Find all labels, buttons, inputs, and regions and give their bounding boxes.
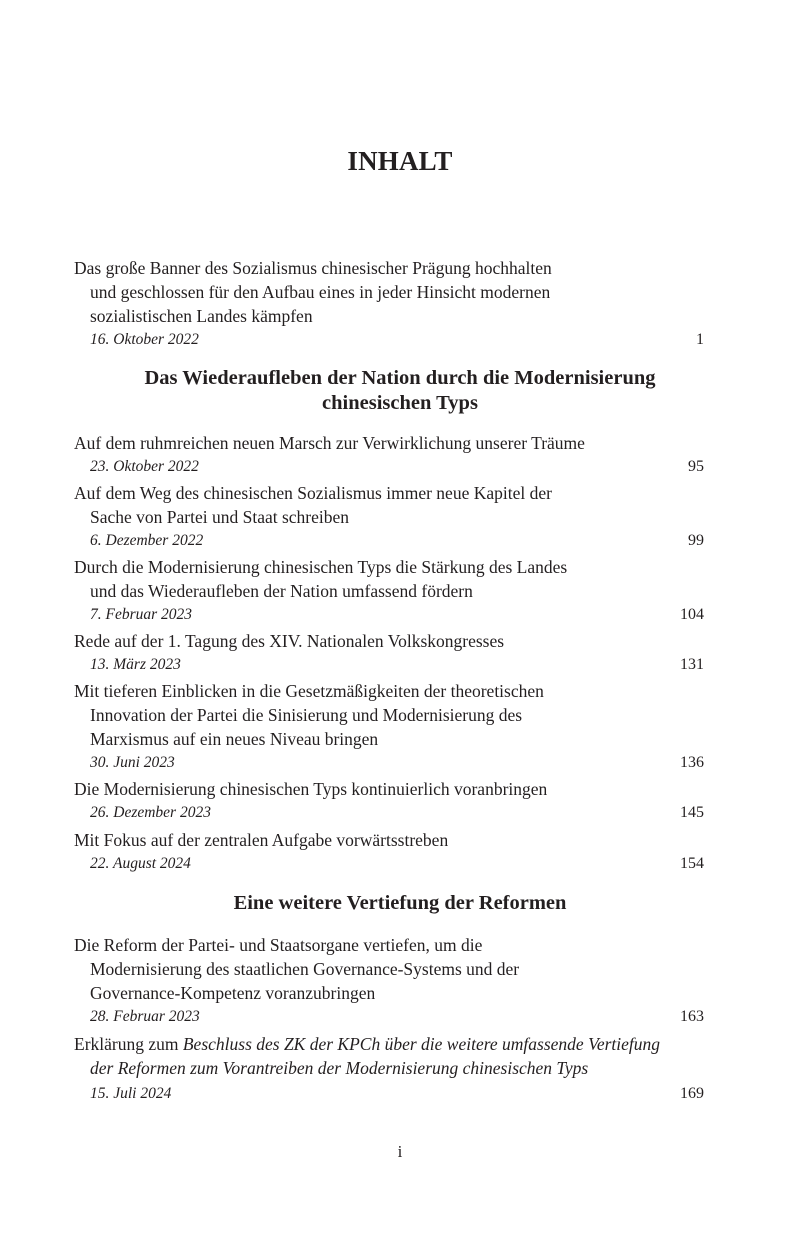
toc-entry: [74, 1032, 704, 1106]
entry-date: 28. Februar 2023: [90, 1008, 200, 1025]
entry-page-number: 104: [680, 606, 704, 623]
entry-title-line: und das Wiederaufleben der Nation umfassend fördern: [90, 581, 473, 601]
toc-entry: [74, 629, 704, 677]
entry-title-line: Mit tieferen Einblicken in die Gesetzmäßigkeiten der theoretischen: [74, 681, 544, 701]
entry-page-number: 99: [688, 532, 704, 549]
section-heading: [0, 891, 800, 916]
entry-page-number: 95: [688, 458, 704, 475]
entry-date: 6. Dezember 2022: [90, 532, 204, 549]
entry-title-italic: der Reformen zum Vorantreiben der Modernisierung chinesischen Typs: [90, 1058, 589, 1078]
section-heading-line: Das Wiederaufleben der Nation durch die Modernisierung: [144, 367, 656, 389]
entry-title-line: Innovation der Partei die Sinisierung und Modernisierung des: [90, 705, 523, 725]
entry-date: 22. August 2024: [90, 855, 191, 872]
toc-entry: [74, 777, 704, 825]
entry-page-number: 136: [680, 754, 704, 771]
entry-title-line: Die Reform der Partei- und Staatsorgane vertiefen, um die: [74, 935, 483, 955]
entry-title-line: Modernisierung des staatlichen Governance-Systems und der: [90, 959, 520, 979]
entry-page-number: 131: [680, 656, 704, 673]
entry-date: 26. Dezember 2023: [90, 804, 211, 821]
entry-title-plain: Erklärung zum: [74, 1034, 183, 1054]
entry-date: 30. Juni 2023: [90, 754, 175, 771]
toc-entry: [74, 679, 704, 775]
entry-title-line: Auf dem ruhmreichen neuen Marsch zur Verwirklichung unserer Träume: [74, 433, 585, 453]
entry-title-line: Mit Fokus auf der zentralen Aufgabe vorwärtsstreben: [74, 830, 449, 850]
entry-page-number: 163: [680, 1008, 704, 1025]
page-title: INHALT: [347, 146, 453, 176]
toc-entry: [74, 256, 704, 352]
entry-title-line: [74, 1032, 704, 1056]
entry-title-line: sozialistischen Landes kämpfen: [90, 306, 313, 326]
entry-title-line: Rede auf der 1. Tagung des XIV. Nationalen Volkskongresses: [74, 631, 505, 651]
entry-page-number: 154: [680, 855, 704, 872]
toc-entry: [74, 481, 704, 553]
entry-title-line: Durch die Modernisierung chinesischen Typs die Stärkung des Landes: [74, 557, 568, 577]
entry-title-line: [74, 1056, 704, 1080]
entry-title-line: Das große Banner des Sozialismus chinesischer Prägung hochhalten: [74, 258, 552, 278]
entry-title-line: Marxismus auf ein neues Niveau bringen: [90, 729, 379, 749]
section-heading-line: Eine weitere Vertiefung der Reformen: [233, 892, 567, 914]
toc-entry: [74, 933, 704, 1029]
entry-title-line: Die Modernisierung chinesischen Typs kontinuierlich voranbringen: [74, 779, 548, 799]
entry-date: 16. Oktober 2022: [90, 331, 199, 348]
entry-title-italic: Beschluss des ZK der KPCh über die weitere umfassende Vertiefung: [182, 1034, 660, 1054]
entry-title-line: Sache von Partei und Staat schreiben: [90, 507, 350, 527]
toc-entry: [74, 431, 704, 479]
entry-date: 23. Oktober 2022: [90, 458, 199, 475]
toc-entry: [74, 828, 704, 876]
entry-page-number: 145: [680, 804, 704, 821]
toc-entry: [74, 555, 704, 627]
entry-title-line: und geschlossen für den Aufbau eines in jeder Hinsicht modernen: [90, 282, 551, 302]
entry-date: 7. Februar 2023: [90, 606, 193, 623]
entry-title-line: Auf dem Weg des chinesischen Sozialismus immer neue Kapitel der: [74, 483, 552, 503]
entry-page-number: 169: [680, 1085, 704, 1102]
section-heading: [0, 366, 800, 416]
entry-page-number: 1: [696, 331, 704, 348]
entry-date: 13. März 2023: [90, 656, 181, 673]
entry-title-line: Governance-Kompetenz voranzubringen: [90, 983, 376, 1003]
page-footer-number: i: [397, 1142, 403, 1161]
section-heading-line: chinesischen Typs: [322, 392, 478, 414]
entry-date: 15. Juli 2024: [90, 1085, 172, 1102]
